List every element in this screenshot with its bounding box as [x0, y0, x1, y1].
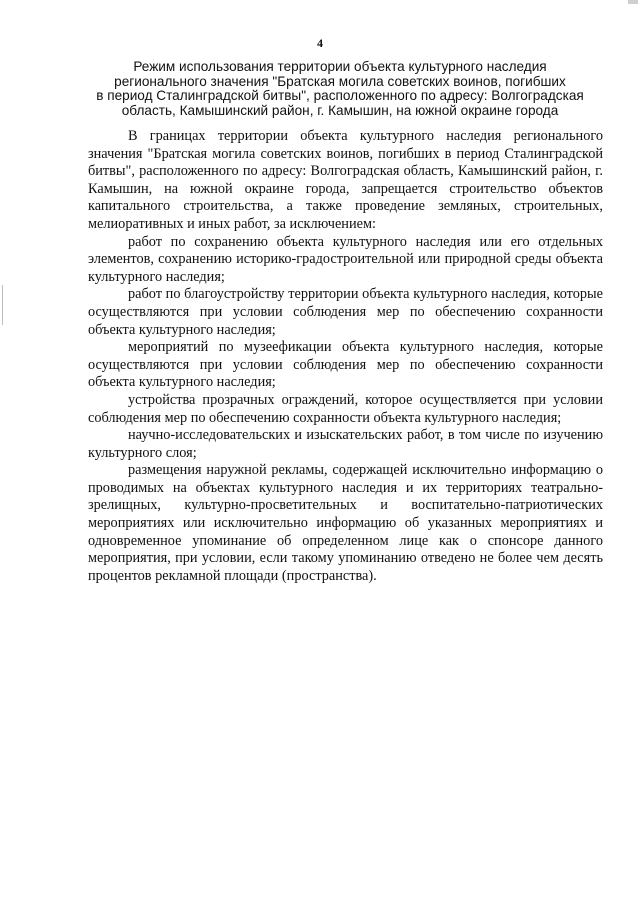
title-line: Режим использования территории объекта культурного наследия	[133, 59, 547, 74]
title-line: в период Сталинградской битвы", расположенного по адресу: Волгоградская	[96, 88, 584, 103]
document-body	[88, 128, 603, 585]
title-line: область, Камышинский район, г. Камышин, на южной окраине города	[121, 102, 559, 118]
exception-item: мероприятий по музеефикации объекта культурного наследия, которые осуществляются при условии соблюдения мер по обеспечению сохранности объекта культурного наследия;	[88, 339, 603, 391]
document-title	[70, 60, 610, 118]
exception-item: устройства прозрачных ограждений, которое осуществляется при условии соблюдения мер по обеспечению сохранности объекта культурного наследия;	[88, 391, 603, 426]
exception-item: работ по благоустройству территории объекта культурного наследия, которые осуществляются при условии соблюдения мер по обеспечению сохранности объекта культурного наследия;	[88, 286, 603, 338]
page-number: 4	[317, 36, 323, 50]
exception-item: научно-исследовательских и изыскательских работ, в том числе по изучению культурного слоя;	[88, 427, 603, 461]
exception-item: размещения наружной рекламы, содержащей исключительно информацию о проводимых на объектах культурного наследия и их территориях театрально-зрелищных, культурно-просветительных и воспитательно-патриотических мероприятиях или исключительно информацию об указанных мероприятиях и одновременное упоминание об определенном лице как о спонсоре данного мероприятия, при условии, если такому упоминанию отведено не более чем десять процентов рекламной площади (пространства).	[88, 462, 603, 584]
scan-artifact	[628, 0, 638, 4]
title-line: регионального значения "Братская могила советских воинов, погибших	[114, 73, 566, 89]
exception-item: работ по сохранению объекта культурного наследия или его отдельных элементов, сохранению историко-градостроительной или природной среды объекта культурного наследия;	[88, 233, 603, 285]
binding-mark	[2, 285, 3, 325]
intro-paragraph: В границах территории объекта культурного наследия регионального значения "Братская могила советских воинов, погибших в период Сталинградской битвы", расположенного по адресу: Волгоградская область, Камышинский район, г. Камышин, на южной окраине города, запрещается строительство объектов капитального строительства, а также проведение земляных, строительных, мелиоративных и иных работ, за исключением:	[88, 128, 603, 232]
